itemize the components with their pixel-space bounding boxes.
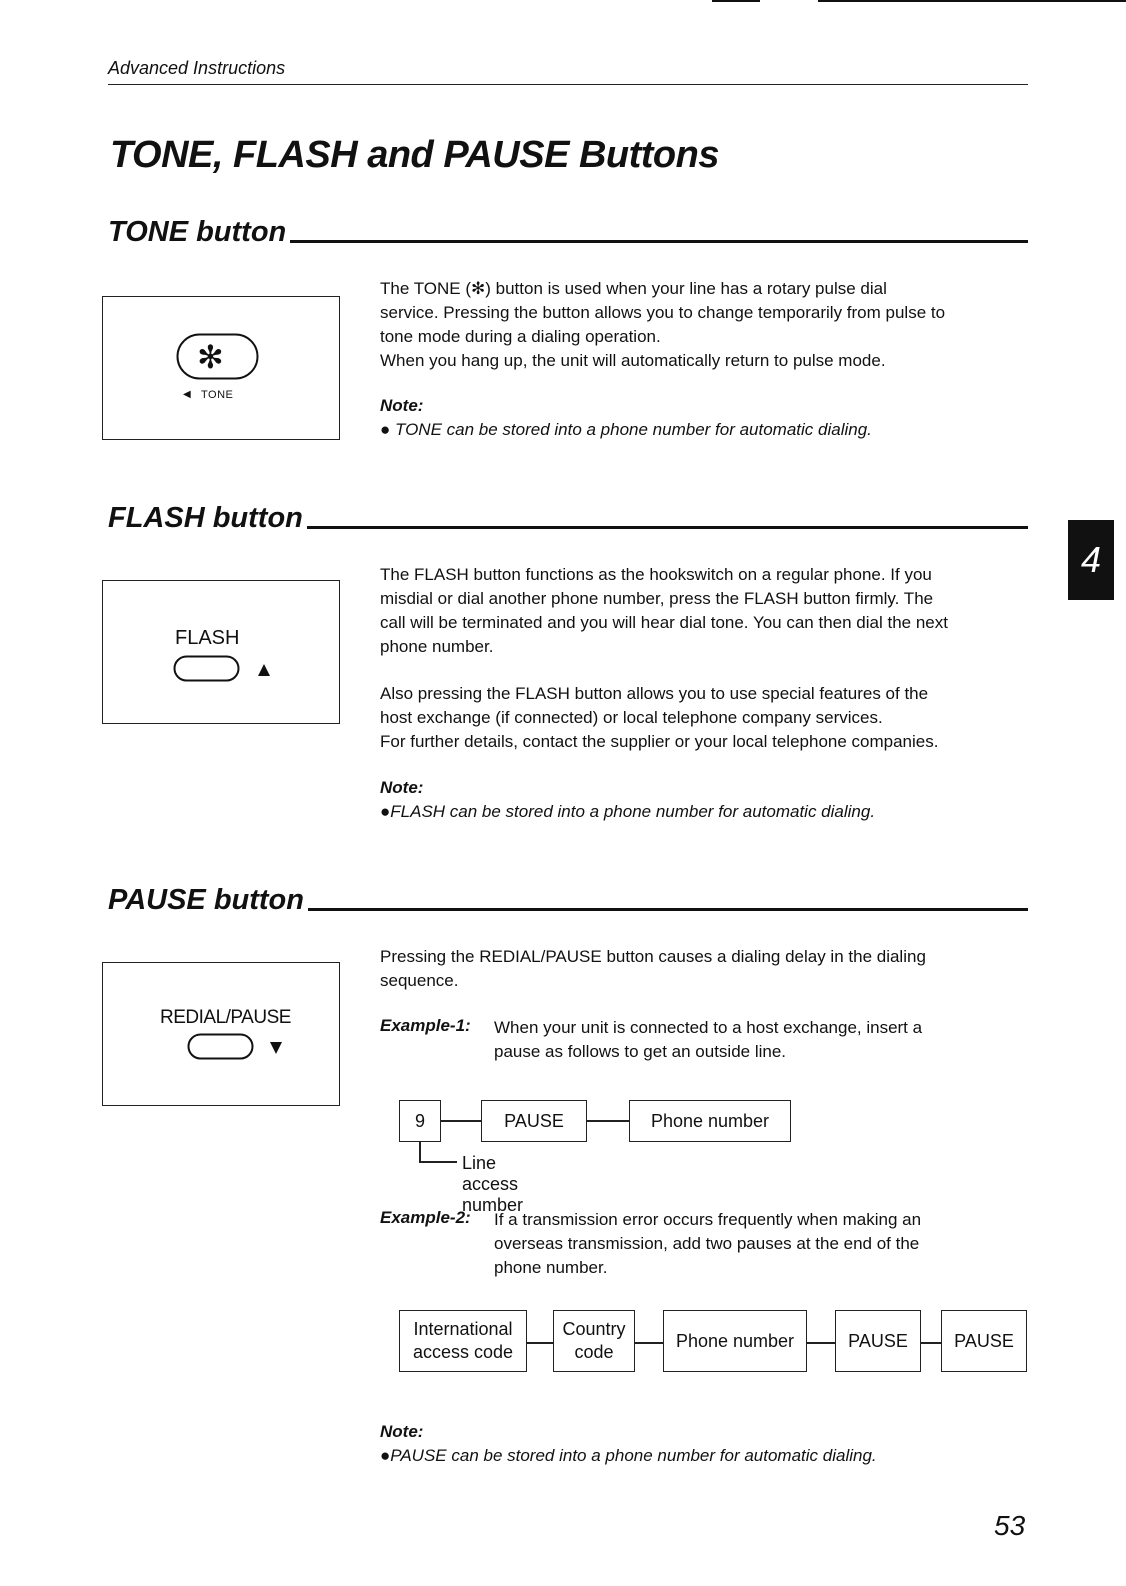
diagram-box-international-access-code [399,1310,527,1372]
tone-description [380,277,1030,373]
text-line: Pressing the REDIAL/PAUSE button causes a dialing delay in the dialing [380,947,926,966]
tone-heading-text: TONE button [108,216,287,248]
diagram-box-phone-number: Phone number [663,1310,807,1372]
caption-leader [419,1161,457,1163]
text-line: phone number. [380,637,494,656]
flash-note-label: Note: [380,778,424,797]
chapter-thumb-tab: 4 [1068,520,1114,600]
flash-key-icon [173,655,247,685]
flash-heading-text: FLASH button [108,502,303,534]
text-line: service. Pressing the button allows you to change temporarily from pulse to [380,303,946,322]
heading-rule [290,240,1028,243]
example-1-text [494,1016,1034,1064]
text-line: Also pressing the FLASH button allows you to use special features of the [380,684,929,703]
top-edge-mark [712,0,760,2]
text-line: pause as follows to get an outside line. [494,1042,787,1061]
pause-note-text: ●PAUSE can be stored into a phone number for automatic dialing. [380,1446,877,1465]
connector-line [586,1120,630,1122]
top-edge-mark [818,0,1126,2]
text-line: phone number. [494,1258,608,1277]
example-2-text [494,1208,1034,1280]
text-line: When you hang up, the unit will automatically return to pulse mode. [380,351,886,370]
pause-note-label: Note: [380,1422,424,1441]
redial-pause-key-icon [187,1033,261,1063]
connector-line [440,1120,482,1122]
box-line: International [413,1319,513,1339]
redial-pause-panel-label: REDIAL/PAUSE [160,1007,291,1028]
triangle-up-icon [257,663,271,677]
text-line: If a transmission error occurs frequently when making an [494,1210,922,1229]
pause-section-heading [108,884,1028,917]
text-line: call will be terminated and you will hear dial tone. You can then dial the next [380,613,948,632]
box-line: Country [562,1319,626,1339]
diagram-box-9: 9 [399,1100,441,1142]
connector-line [920,1342,942,1344]
pause-panel-illustration [102,962,340,1106]
tone-section-heading [108,216,1028,249]
pause-heading-text: PAUSE button [108,884,304,916]
flash-description [380,563,1040,659]
diagram-box-phone-number: Phone number [629,1100,791,1142]
diagram-box-pause: PAUSE [941,1310,1027,1372]
diagram-box-country-code [553,1310,635,1372]
tone-panel-label: TONE [201,389,234,401]
flash-description-2 [380,682,1040,754]
running-head: Advanced Instructions [108,58,286,78]
tone-note-label: Note: [380,396,424,415]
flash-note-text: ●FLASH can be stored into a phone number for automatic dialing. [380,802,876,821]
pause-description [380,945,1030,993]
caption-leader [419,1142,421,1162]
line-access-caption: Line access number [462,1153,524,1215]
flash-panel-label: FLASH [175,627,240,649]
flash-section-heading [108,502,1028,535]
box-line: access code [412,1342,514,1362]
flash-panel-illustration [102,580,340,724]
connector-line [526,1342,554,1344]
text-line: host exchange (if connected) or local telephone company services. [380,708,883,727]
page-number: 53 [994,1510,1026,1541]
heading-rule [307,526,1028,529]
diagram-box-pause: PAUSE [835,1310,921,1372]
box-line: code [574,1342,614,1362]
text-line: The TONE (✻) button is used when your line has a rotary pulse dial [380,279,887,298]
text-line: misdial or dial another phone number, press the FLASH button firmly. The [380,589,934,608]
connector-line [806,1342,836,1344]
triangle-down-icon [269,1041,283,1055]
text-line: overseas transmission, add two pauses at the end of the [494,1234,920,1253]
connector-line [634,1342,664,1344]
text-line: tone mode during a dialing operation. [380,327,661,346]
text-line: For further details, contact the supplier or your local telephone companies. [380,732,939,751]
tone-note-text: ● TONE can be stored into a phone number for automatic dialing. [380,420,872,439]
arrow-left-icon: ◀ [183,389,191,400]
example-2-label: Example-2: [380,1208,471,1227]
header-rule [108,84,1028,85]
text-line: When your unit is connected to a host exchange, insert a [494,1018,923,1037]
page-title: TONE, FLASH and PAUSE Buttons [110,134,719,176]
tone-panel-illustration [102,296,340,440]
asterisk-icon: ✻ [197,339,224,375]
text-line: The FLASH button functions as the hookswitch on a regular phone. If you [380,565,932,584]
diagram-box-pause: PAUSE [481,1100,587,1142]
heading-rule [308,908,1028,911]
example-1-label: Example-1: [380,1016,471,1035]
text-line: sequence. [380,971,459,990]
